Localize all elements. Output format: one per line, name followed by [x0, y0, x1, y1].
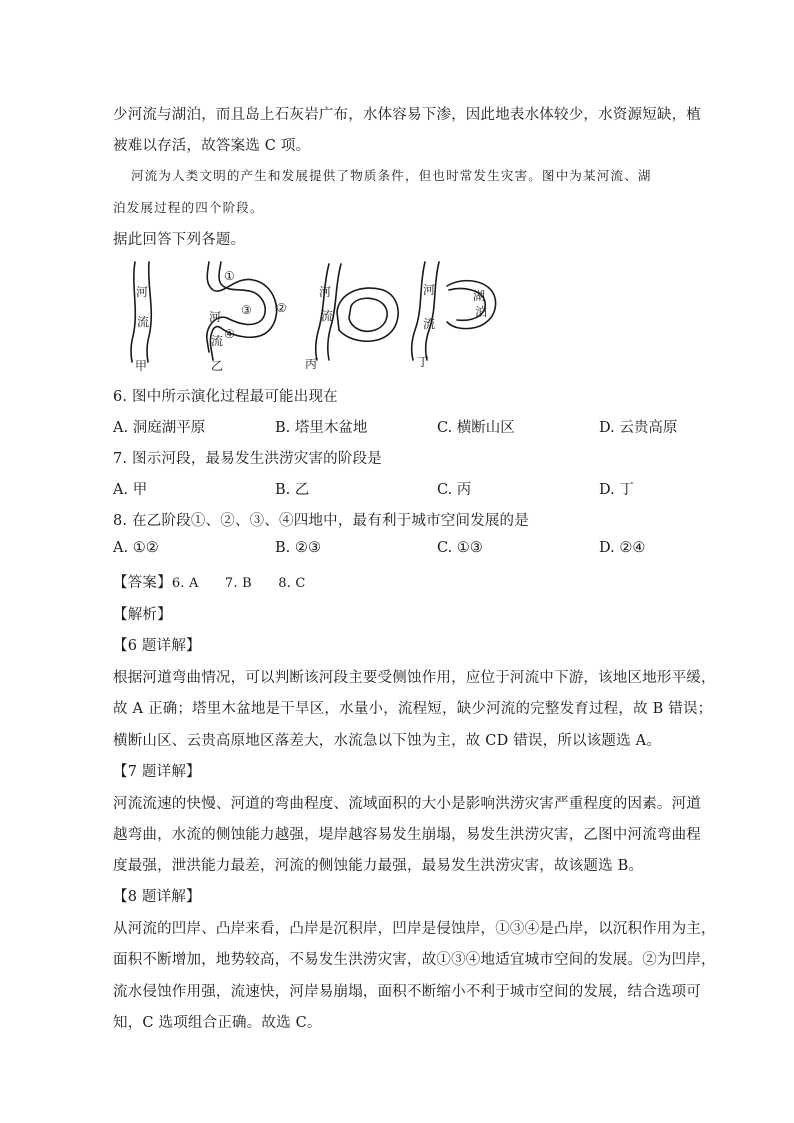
detail-6-line-2: 故 A 正确；塔里木盆地是干旱区，水量小，流程短，缺少河流的完整发育过程，故 B 错误；: [113, 701, 713, 717]
detail-6-line-3: 横断山区、云贵高原地区落差大，水流急以下蚀为主，故 CD 错误，所以该题选 A。: [113, 733, 662, 749]
detail-8-line-4: 知，C 选项组合正确。故选 C。: [113, 1015, 322, 1031]
answer-line: [113, 571, 306, 592]
question-7-option-c: C. 丙: [437, 482, 472, 498]
stage-bing-lake-outer: [337, 288, 398, 341]
stage-bing-label: 丙: [305, 357, 318, 371]
question-7-option-a: A. 甲: [113, 482, 148, 498]
stage-jia-liu-label: 流: [137, 315, 150, 329]
material-prompt: 据此回答下列各题。: [113, 232, 246, 248]
detail-6-line-1: 根据河道弯曲情况，可以判断该河段主要受侧蚀作用，应位于河流中下游，该地区地形平缓，: [113, 670, 716, 686]
stage-yi-marker-4: ④: [224, 327, 235, 341]
detail-7-line-3: 度最强，泄洪能力最差，河流的侧蚀能力最强，最易发生洪涝灾害，故该题选 B。: [113, 858, 644, 874]
stage-jia-bank-left: [131, 262, 135, 362]
stage-bing-lake-inner: [349, 298, 387, 331]
stage-ding-liu-label: 流: [423, 317, 436, 331]
stage-ding-label: 丁: [417, 355, 430, 369]
question-8-stem: 8. 在乙阶段①、②、③、④四地中，最有利于城市空间发展的是: [113, 513, 529, 529]
question-6-option-c: C. 横断山区: [437, 420, 515, 436]
analysis-label: 【解析】: [113, 607, 172, 623]
stage-yi-marker-2: ②: [276, 301, 287, 315]
detail-8-heading: 【8 题详解】: [113, 889, 201, 905]
answer-label: 【答案】: [113, 575, 172, 591]
question-8-option-b: B. ②③: [275, 540, 321, 556]
intro-line-1: 少河流与湖泊，而且岛上石灰岩广布，水体容易下渗，因此地表水体较少，水资源短缺，植: [113, 107, 701, 123]
stage-ding-oxbow-outer: [447, 281, 496, 329]
question-7-option-d: D. 丁: [599, 482, 634, 498]
material-line-2: 泊发展过程的四个阶段。: [113, 200, 264, 215]
stage-ding-bank-right: [426, 262, 439, 360]
stage-yi-marker-3: ③: [241, 303, 252, 317]
river-evolution-figure: [113, 256, 503, 374]
detail-8-line-1: 从河流的凹岸、凸岸来看，凸岸是沉积岸，凹岸是侵蚀岸，①③④是凸岸，以沉积作用为主，: [113, 921, 716, 937]
stage-ding-hu-label: 湖: [473, 289, 486, 303]
stage-yi-marker-1: ①: [224, 269, 235, 283]
stage-jia-he-label: 河: [136, 285, 149, 299]
detail-8-line-3: 流水侵蚀作用强，流速快，河岸易崩塌，面积不断缩小不利于城市空间的发展，结合选项可: [113, 984, 701, 1000]
material-line-1: 河流为人类文明的产生和发展提供了物质条件，但也时常发生灾害。图中为某河流、湖: [131, 168, 652, 183]
stage-bing-he-label: 河: [319, 285, 332, 299]
question-6-option-a: A. 洞庭湖平原: [113, 420, 206, 436]
stage-yi-he-label: 河: [209, 310, 222, 324]
stage-yi-liu-label: 流: [211, 334, 224, 348]
detail-7-line-1: 河流流速的快慢、河道的弯曲程度、流域面积的大小是影响洪涝灾害严重程度的因素。河道: [113, 796, 701, 812]
question-8-option-c: C. ①③: [437, 540, 483, 556]
stage-yi-label: 乙: [211, 359, 224, 373]
question-6-stem: 6. 图中所示演化过程最可能出现在: [113, 389, 338, 405]
stage-jia-bank-right: [147, 262, 151, 362]
detail-7-heading: 【7 题详解】: [113, 764, 201, 780]
question-8-option-a: A. ①②: [113, 540, 159, 556]
stage-ding-po-label: 泊: [475, 305, 488, 319]
question-7-stem: 7. 图示河段，最易发生洪涝灾害的阶段是: [113, 451, 382, 467]
detail-6-heading: 【6 题详解】: [113, 638, 201, 654]
stage-jia-label: 甲: [135, 359, 148, 373]
answer-text: 6. A 7. B 8. C: [171, 576, 306, 591]
question-6-option-b: B. 塔里木盆地: [275, 420, 368, 436]
question-8-option-d: D. ②④: [599, 540, 646, 556]
question-6-option-d: D. 云贵高原: [599, 420, 678, 436]
detail-7-line-2: 越弯曲，水流的侧蚀能力越强，堤岸越容易发生崩塌，易发生洪涝灾害，乙图中河流弯曲程: [113, 827, 701, 843]
detail-8-line-2: 面积不断增加，地势较高，不易发生洪涝灾害，故①③④地适宜城市空间的发展。②为凹岸，: [113, 952, 716, 968]
question-7-option-b: B. 乙: [275, 482, 310, 498]
stage-bing-liu-label: 流: [321, 309, 334, 323]
intro-line-2: 被难以存活，故答案选 C 项。: [113, 138, 311, 154]
stage-ding-bank-left: [412, 262, 425, 360]
stage-ding-he-label: 河: [423, 283, 436, 297]
